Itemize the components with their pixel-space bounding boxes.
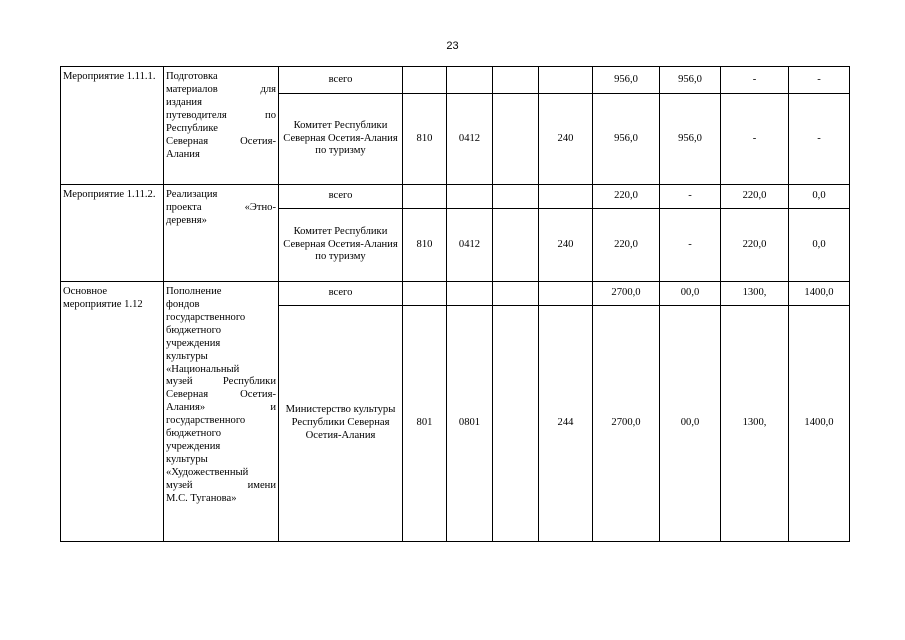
executor-cell: Комитет Республики Северная Осетия-Алания по туризму bbox=[279, 209, 403, 282]
measure-cell: Мероприятие 1.11.2. bbox=[61, 185, 164, 282]
measure-name-cell: Реализация проекта «Этно- деревня» bbox=[164, 185, 279, 282]
table-row: Министерство культуры Республики Северная Осетия-Алания 801 0801 244 2700,0 00,0 1300, 1400,0 bbox=[61, 306, 850, 542]
measure-cell: Основное мероприятие 1.12 bbox=[61, 282, 164, 542]
budget-table bbox=[60, 66, 850, 542]
executor-cell: Комитет Республики Северная Осетия-Алания по туризму bbox=[279, 94, 403, 185]
total-label: всего bbox=[279, 282, 403, 306]
executor-cell: Министерство культуры Республики Северная Осетия-Алания bbox=[279, 306, 403, 542]
page-number: 23 bbox=[446, 40, 459, 52]
measure-cell: Мероприятие 1.11.1. bbox=[61, 67, 164, 185]
amount-total: 956,0 bbox=[593, 67, 660, 94]
table-row: Основное мероприятие 1.12 Пополнение фондов государственного бюджетного учреждения культуры «Национальный музей Республики Северная Осетия- Алания» и государственного бюджетного учреждения культуры «Художественный музей имени М.С. Туганова» всего 2700,0 00,0 1300, 1400,0 bbox=[61, 282, 850, 306]
table-row: Комитет Республики Северная Осетия-Алания по туризму 810 0412 240 220,0 - 220,0 0,0 bbox=[61, 209, 850, 282]
amount-total: 2700,0 bbox=[593, 282, 660, 306]
table-row: Комитет Республики Северная Осетия-Алания по туризму 810 0412 240 956,0 956,0 - - bbox=[61, 94, 850, 185]
table-row: Мероприятие 1.11.2. Реализация проекта «Этно- деревня» всего 220,0 - 220,0 0,0 bbox=[61, 185, 850, 209]
total-label: всего bbox=[279, 67, 403, 94]
measure-name-cell: Подготовка материалов для издания путеводителя по Республике Северная Осетия- Алания bbox=[164, 67, 279, 185]
amount-total: 220,0 bbox=[593, 185, 660, 209]
measure-name-cell: Пополнение фондов государственного бюджетного учреждения культуры «Национальный музей Республики Северная Осетия- Алания» и государственного бюджетного учреждения культуры «Художественный музей имени М.С. Туганова» bbox=[164, 282, 279, 542]
total-label: всего bbox=[279, 185, 403, 209]
table-row: Мероприятие 1.11.1. Подготовка материалов для издания путеводителя по Республике Северная Осетия- Алания всего 956,0 956,0 - - bbox=[61, 67, 850, 94]
